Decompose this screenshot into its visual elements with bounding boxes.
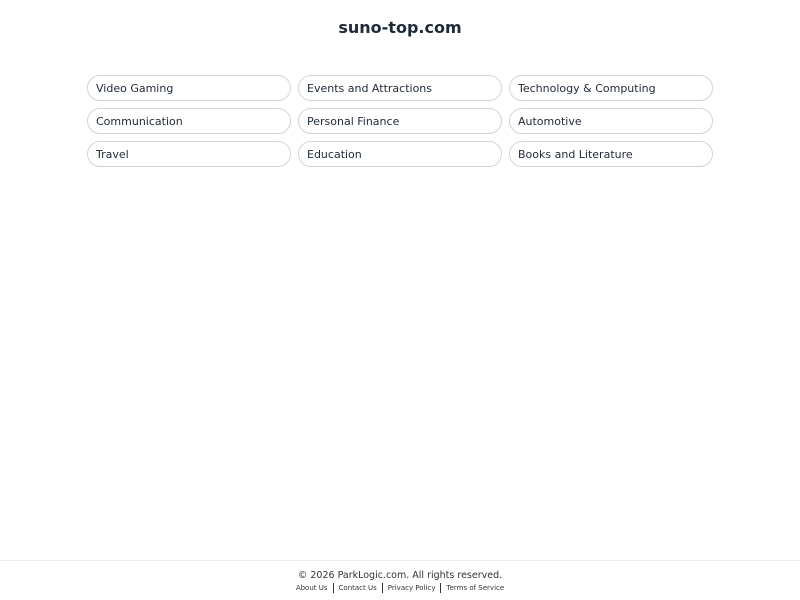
category-communication[interactable]: Communication: [87, 108, 291, 134]
category-technology-computing[interactable]: Technology & Computing: [509, 75, 713, 101]
category-automotive[interactable]: Automotive: [509, 108, 713, 134]
category-grid: [87, 75, 713, 167]
contact-us-link[interactable]: Contact Us: [338, 584, 377, 592]
category-books-and-literature[interactable]: Books and Literature: [509, 141, 713, 167]
privacy-policy-link[interactable]: Privacy Policy: [387, 584, 436, 592]
category-travel[interactable]: Travel: [87, 141, 291, 167]
copyright-text: © 2026 ParkLogic.com. All rights reserved.: [297, 570, 503, 581]
category-education[interactable]: Education: [298, 141, 502, 167]
category-video-gaming[interactable]: Video Gaming: [87, 75, 291, 101]
footer-links: [0, 583, 800, 593]
site-title: suno-top.com: [338, 18, 462, 37]
category-personal-finance[interactable]: Personal Finance: [298, 108, 502, 134]
category-events-and-attractions[interactable]: Events and Attractions: [298, 75, 502, 101]
footer: [0, 560, 800, 600]
terms-of-service-link[interactable]: Terms of Service: [446, 584, 505, 592]
about-us-link[interactable]: About Us: [295, 584, 328, 592]
